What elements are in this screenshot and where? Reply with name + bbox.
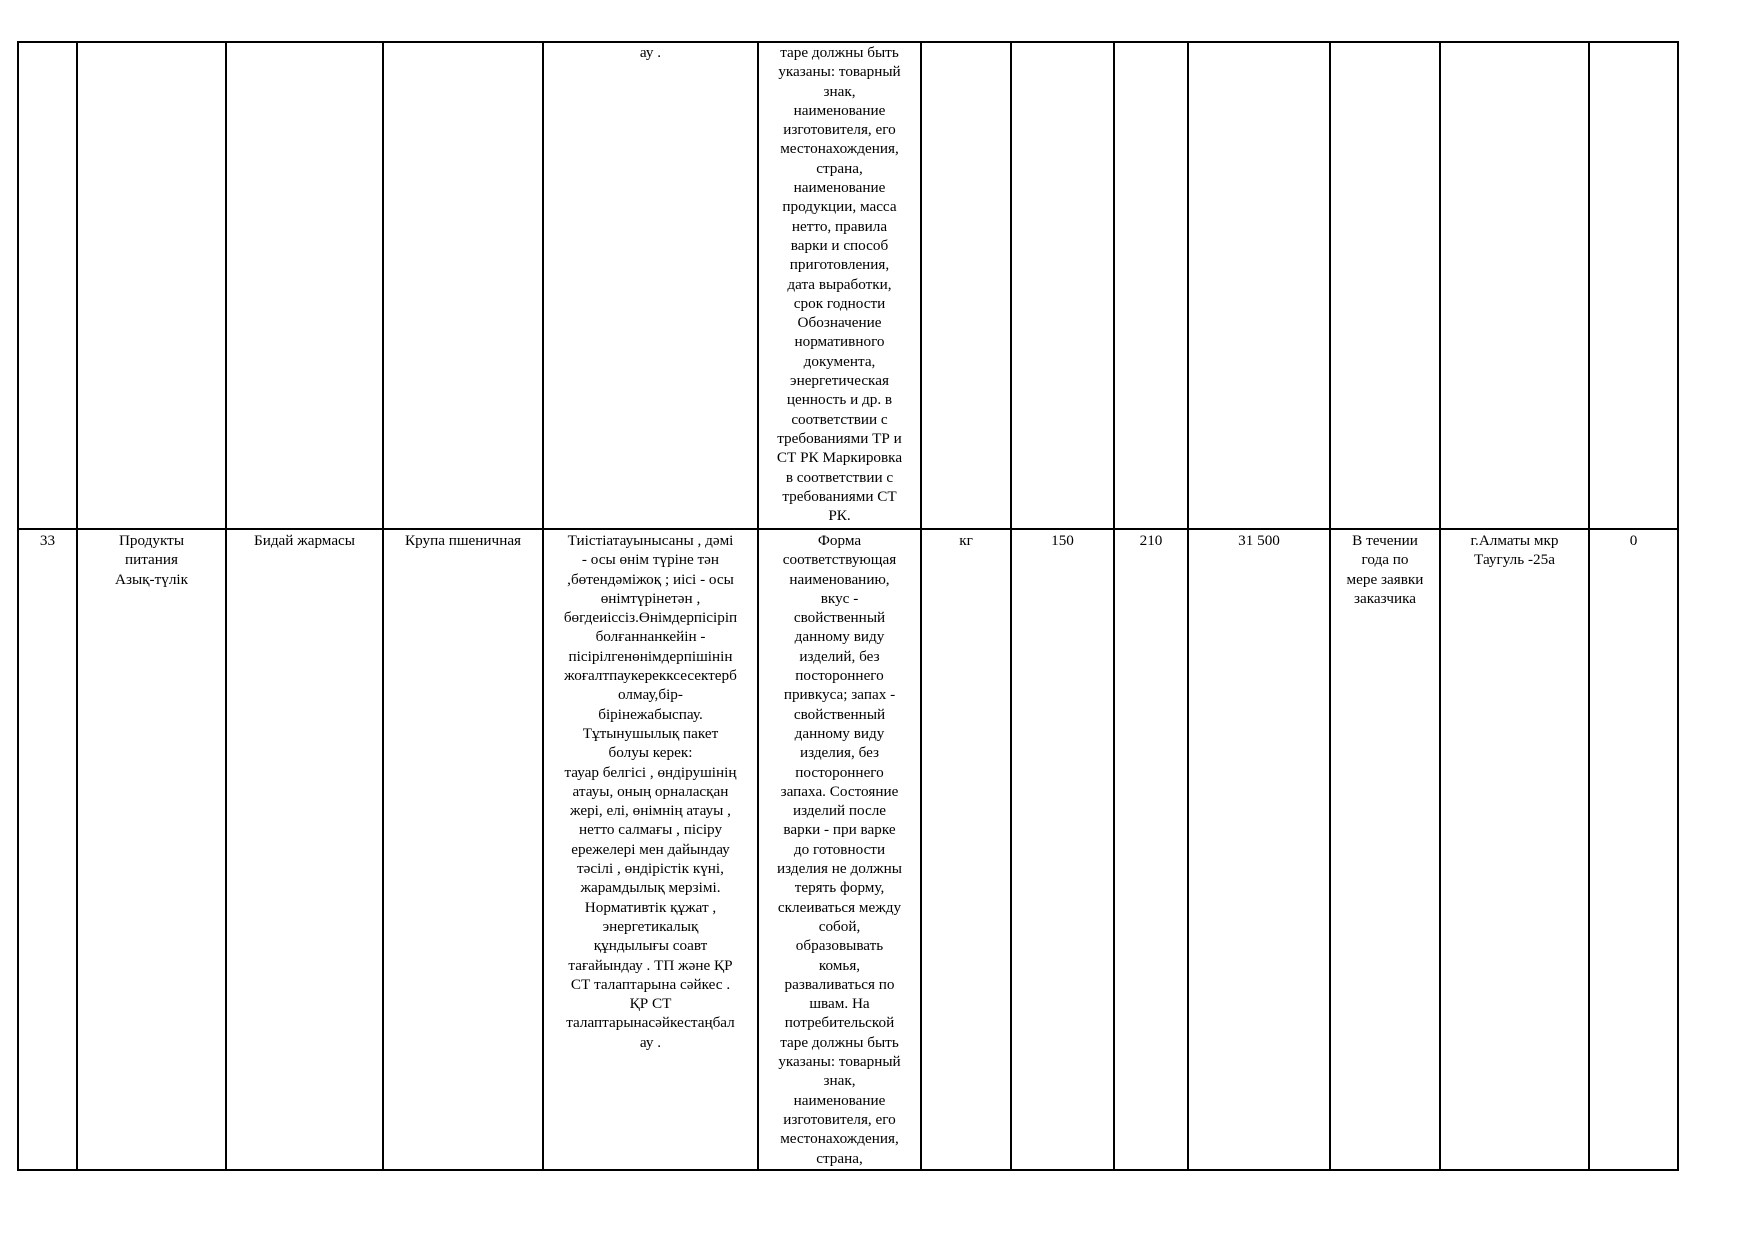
table-row-33 bbox=[18, 529, 1678, 1170]
cell-unit bbox=[921, 42, 1011, 529]
cell-advance: 0 bbox=[1589, 529, 1678, 1170]
cell-place: г.Алматы мкр Таугуль -25а bbox=[1440, 529, 1589, 1170]
cell-unit: кг bbox=[921, 529, 1011, 1170]
cell-num bbox=[18, 42, 77, 529]
cell-category: Продукты питания Азық-түлік bbox=[77, 529, 226, 1170]
cell-spec-ru: таре должны быть указаны: товарный знак, наименование изготовителя, его местонахождения, страна, наименование продукции, масса нетто, правила варки и способ приготовления, дата выработки, срок годности Обозначение нормативного документа, энергетическая ценность и др. в соответствии с требованиями ТР и СТ РК Маркировка в соответствии с требованиями СТ РК. bbox=[758, 42, 921, 529]
cell-advance bbox=[1589, 42, 1678, 529]
cell-spec-kz: Тиістіатауынысаны , дәмі - осы өнім түріне тән ,бөтендәміжоқ ; иісі - осы өнімтүрінетән , бөгдеиіссіз.Өнімдерпісіріп болғаннанкейін - пісірілгенөнімдерпішінін жоғалтпаукерекксесектерб олмау,бір- бірінежабыспау. Тұтынушылық пакет болуы керек: тауар белгісі , өндірушінің атауы, оның орналасқан жері, елі, өнімнің атауы , нетто салмағы , пісіру ережелері мен дайындау тәсілі , өндірістік күні, жарамдылық мерзімі. Нормативтік құжат , энергетикалық құндылығы соавт тағайындау . ТП және ҚР СТ талаптарына сәйкес . ҚР СТ талаптарынасәйкестаңбал ау . bbox=[543, 529, 758, 1170]
cell-quantity: 150 bbox=[1011, 529, 1114, 1170]
cell-name-ru bbox=[383, 42, 543, 529]
cell-sum bbox=[1188, 42, 1330, 529]
cell-spec-kz: ау . bbox=[543, 42, 758, 529]
cell-term bbox=[1330, 42, 1440, 529]
cell-price bbox=[1114, 42, 1188, 529]
cell-term: В течении года по мере заявки заказчика bbox=[1330, 529, 1440, 1170]
cell-category bbox=[77, 42, 226, 529]
cell-quantity bbox=[1011, 42, 1114, 529]
procurement-table bbox=[17, 41, 1679, 1171]
cell-price: 210 bbox=[1114, 529, 1188, 1170]
cell-num: 33 bbox=[18, 529, 77, 1170]
cell-sum: 31 500 bbox=[1188, 529, 1330, 1170]
cell-place bbox=[1440, 42, 1589, 529]
cell-name-ru: Крупа пшеничная bbox=[383, 529, 543, 1170]
cell-name-kz: Бидай жармасы bbox=[226, 529, 383, 1170]
table-row-continuation bbox=[18, 42, 1678, 529]
cell-spec-ru: Форма соответствующая наименованию, вкус - свойственный данному виду изделий, без постороннего привкуса; запах - свойственный данному виду изделия, без постороннего запаха. Состояние изделий после варки - при варке до готовности изделия не должны терять форму, склеиваться между собой, образовывать комья, разваливаться по швам. На потребительской таре должны быть указаны: товарный знак, наименование изготовителя, его местонахождения, страна, bbox=[758, 529, 921, 1170]
cell-name-kz bbox=[226, 42, 383, 529]
